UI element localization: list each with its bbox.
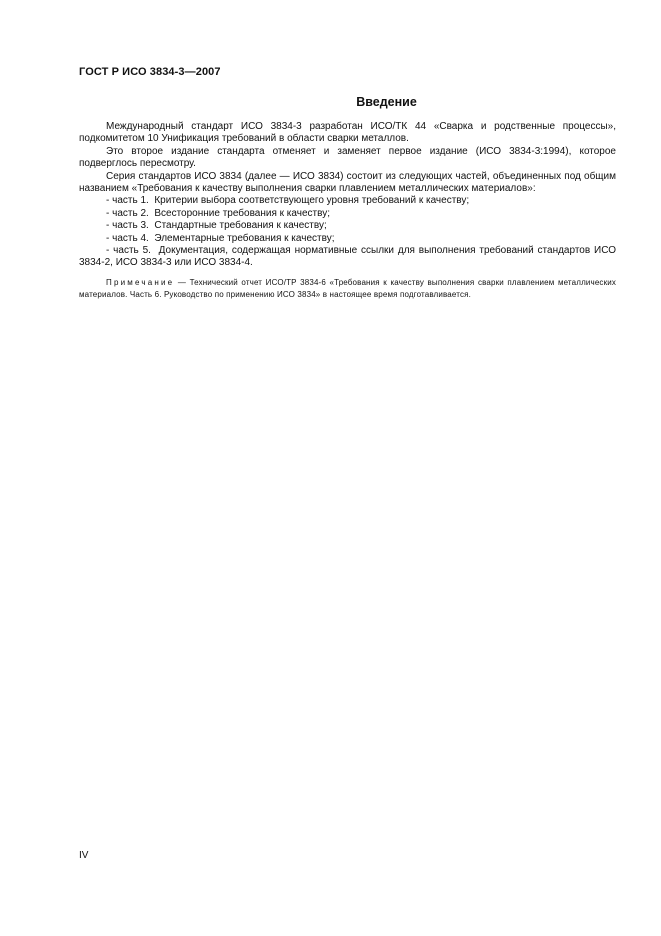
paragraph-origin: Международный стандарт ИСО 3834-3 разработан ИСО/ТК 44 «Сварка и родственные процессы», подкомитетом 10 Унификация требований в области сварки металлов.	[79, 121, 616, 145]
list-item-part-1	[79, 195, 616, 207]
section-body	[79, 121, 616, 301]
list-item-part-5	[79, 245, 616, 270]
part-text: Стандартные требования к качеству;	[154, 220, 327, 232]
part-label: - часть 2.	[106, 207, 149, 219]
note	[79, 277, 616, 301]
section-title: Введение	[356, 95, 417, 109]
paragraph-series: Серия стандартов ИСО 3834 (далее — ИСО 3834) состоит из следующих частей, объединенных под общим названием «Требования к качеству выполнения сварки плавлением металлических материалов»:	[79, 170, 616, 195]
list-item-part-3	[79, 220, 616, 232]
part-text: Критерии выбора соответствующего уровня требований к качеству;	[154, 195, 470, 207]
part-label: - часть 3.	[106, 220, 149, 232]
note-label: Примечание	[106, 277, 175, 287]
document-header: ГОСТ Р ИСО 3834-3—2007	[79, 66, 221, 78]
part-label: - часть 1.	[106, 195, 149, 207]
part-label: - часть 4.	[106, 232, 149, 244]
page-number: IV	[79, 850, 89, 861]
list-item-part-2	[79, 208, 616, 220]
paragraph-edition: Это второе издание стандарта отменяет и заменяет первое издание (ИСО 3834-3:1994), которое подверглось пересмотру.	[79, 145, 616, 170]
list-item-part-4	[79, 233, 616, 245]
part-text: Элементарные требования к качеству;	[154, 232, 335, 244]
part-label: - часть 5.	[106, 245, 151, 257]
note-text: — Технический отчет ИСО/ТР 3834-6 «Требования к качеству выполнения сварки плавлением металлических материалов. Часть 6. Руководство по применению ИСО 3834» в настоящее время подготавливается.	[79, 277, 616, 300]
part-text: Документация, содержащая нормативные ссылки для выполнения требований стандартов ИСО 3834-2, ИСО 3834-3 или ИСО 3834-4.	[79, 245, 617, 269]
part-text: Всесторонние требования к качеству;	[154, 207, 330, 219]
